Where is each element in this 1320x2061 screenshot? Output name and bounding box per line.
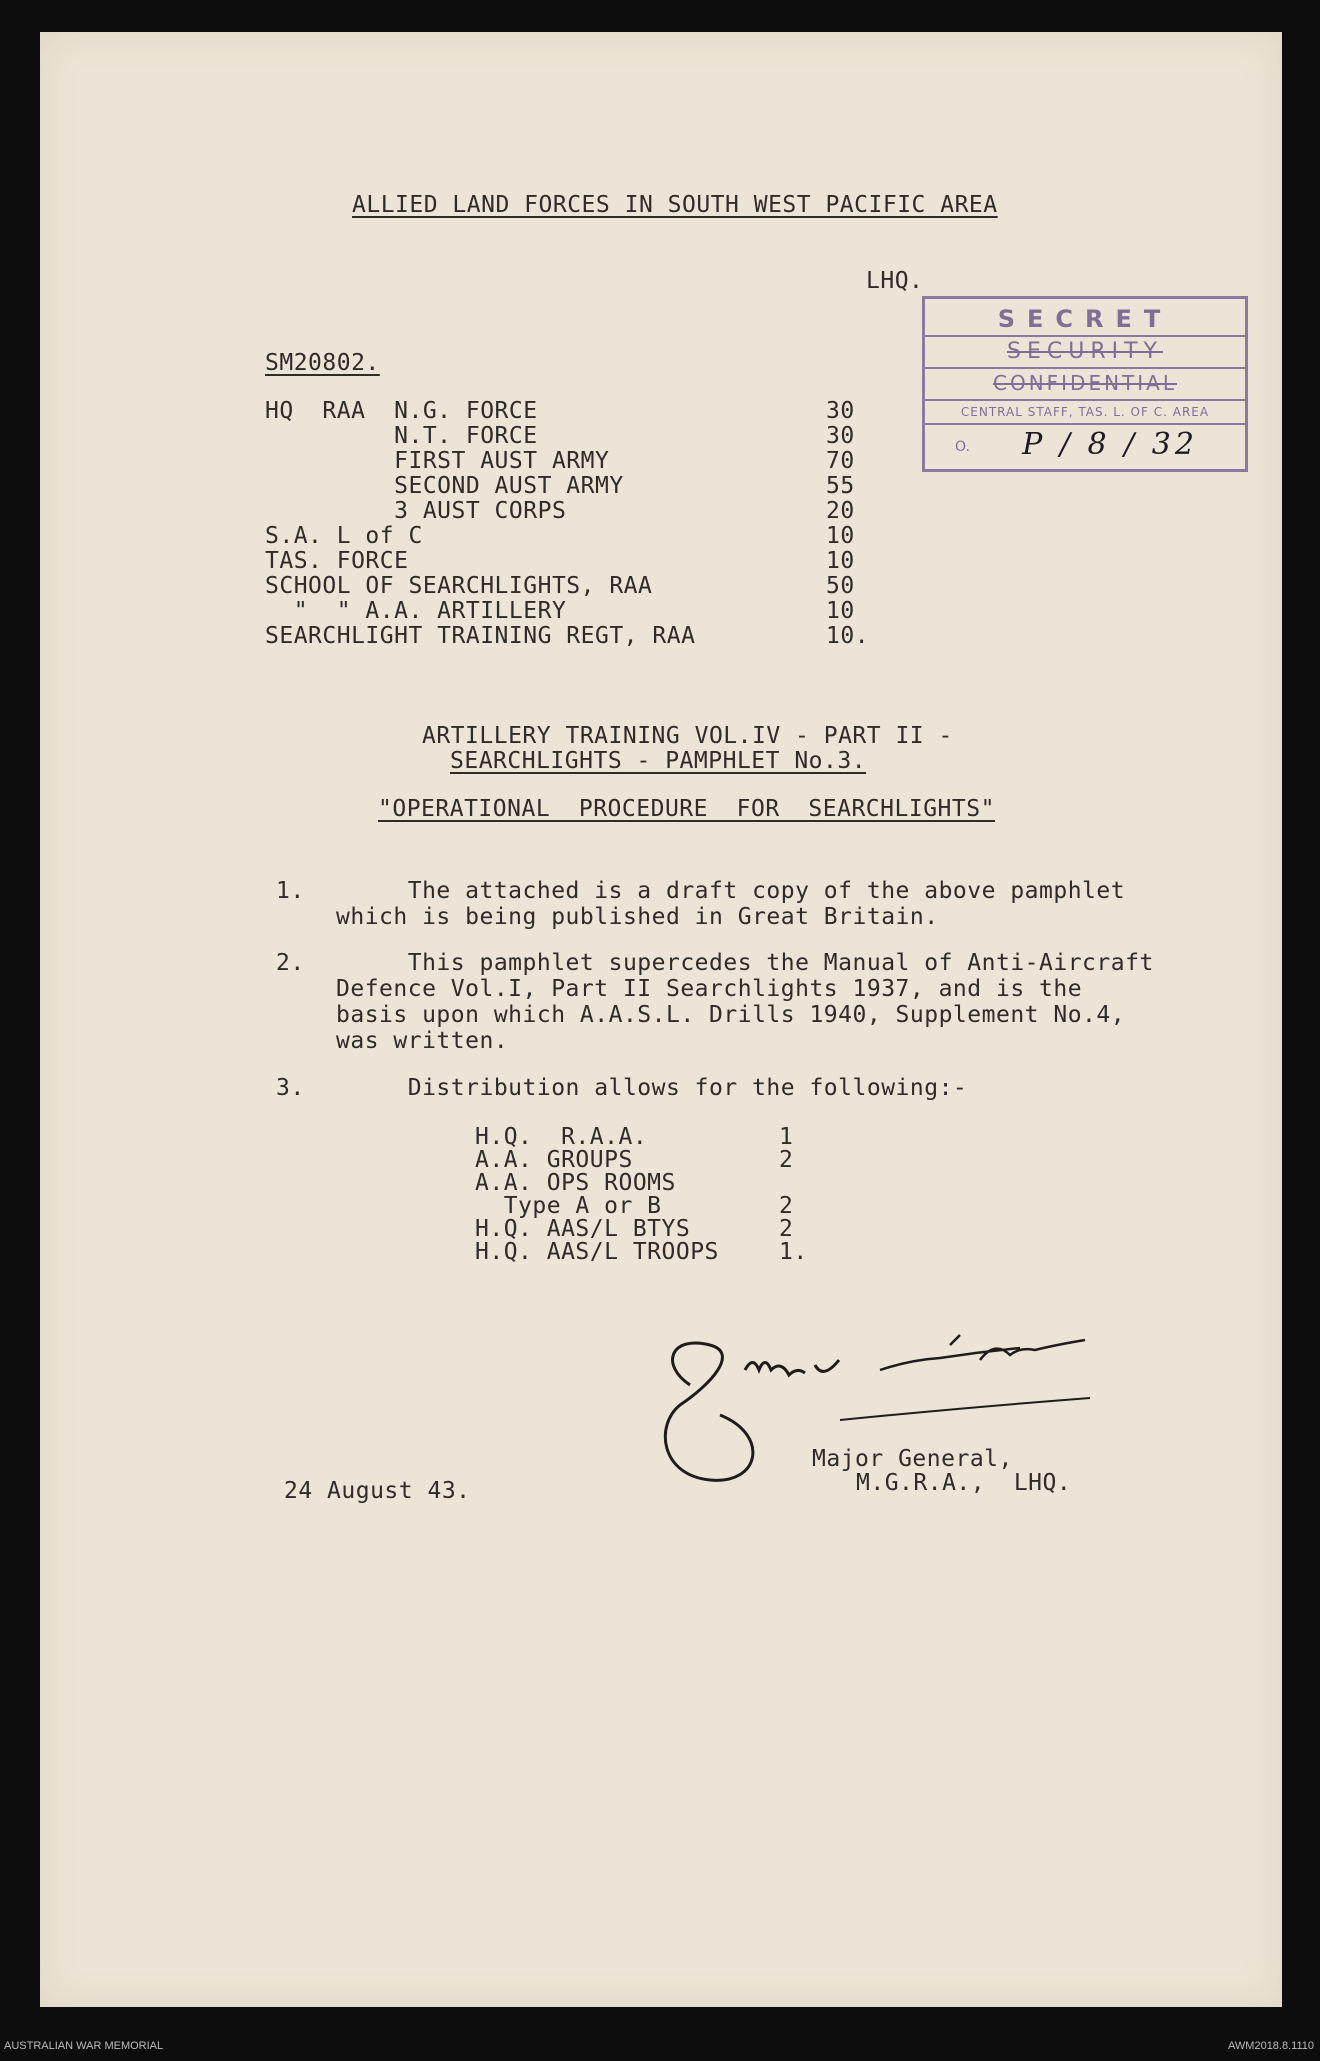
stamp-prefix: O. xyxy=(955,439,970,455)
distribution-quantity: 50 xyxy=(826,573,855,599)
document-heading: ALLIED LAND FORCES IN SOUTH WEST PACIFIC AREA xyxy=(352,192,998,218)
signatory-post: M.G.R.A., LHQ. xyxy=(856,1470,1072,1496)
subject-line-1: ARTILLERY TRAINING VOL.IV - PART II - xyxy=(422,723,953,749)
allocation-quantity: 2 xyxy=(779,1193,794,1219)
paragraph-line: which is being published in Great Britain. xyxy=(336,904,939,930)
allocation-item: H.Q. AAS/L TROOPS xyxy=(475,1239,719,1265)
subject-line-2: SEARCHLIGHTS - PAMPHLET No.3. xyxy=(450,748,867,774)
distribution-unit: TAS. FORCE xyxy=(265,548,409,574)
distribution-unit: HQ RAA N.G. FORCE xyxy=(265,398,538,424)
document-date: 24 August 43. xyxy=(284,1478,471,1504)
allocation-item: Type A or B xyxy=(475,1193,662,1219)
allocation-quantity: 2 xyxy=(779,1216,794,1242)
origin-label: LHQ. xyxy=(866,268,924,294)
allocation-quantity: 2 xyxy=(779,1147,794,1173)
distribution-unit: SEARCHLIGHT TRAINING REGT, RAA xyxy=(265,623,696,649)
paragraph-number: 3. xyxy=(276,1075,305,1101)
distribution-unit: SCHOOL OF SEARCHLIGHTS, RAA xyxy=(265,573,653,599)
allocation-quantity: 1 xyxy=(779,1124,794,1150)
allocation-item: H.Q. R.A.A. xyxy=(475,1124,648,1150)
distribution-quantity: 30 xyxy=(826,398,855,424)
paragraph-number: 1. xyxy=(276,878,305,904)
subject-title: "OPERATIONAL PROCEDURE FOR SEARCHLIGHTS" xyxy=(378,796,995,822)
distribution-quantity: 10 xyxy=(826,548,855,574)
allocation-item: H.Q. AAS/L BTYS xyxy=(475,1216,691,1242)
allocation-item: A.A. OPS ROOMS xyxy=(475,1170,676,1196)
paragraph-line: Defence Vol.I, Part II Searchlights 1937, and is the xyxy=(336,976,1083,1002)
security-stamp xyxy=(922,296,1248,472)
paragraph-line: basis upon which A.A.S.L. Drills 1940, Supplement No.4, xyxy=(336,1002,1126,1028)
signatory-rank: Major General, xyxy=(812,1446,1013,1472)
distribution-unit: S.A. L of C xyxy=(265,523,423,549)
stamp-security: SECURITY xyxy=(1007,339,1163,364)
paragraph-line: Distribution allows for the following:- xyxy=(336,1075,968,1101)
paragraph-line: This pamphlet supercedes the Manual of Anti-Aircraft xyxy=(336,950,1154,976)
stamp-secret: SECRET xyxy=(997,305,1173,333)
distribution-quantity: 20 xyxy=(826,498,855,524)
distribution-quantity: 70 xyxy=(826,448,855,474)
footer-accession-number: AWM2018.8.1110 xyxy=(1227,2040,1314,2052)
distribution-unit: FIRST AUST ARMY xyxy=(265,448,610,474)
footer-institution: AUSTRALIAN WAR MEMORIAL xyxy=(4,2040,164,2052)
stamp-reference: P / 8 / 32 xyxy=(1022,427,1198,462)
distribution-unit: SECOND AUST ARMY xyxy=(265,473,624,499)
paragraph-line: The attached is a draft copy of the above pamphlet xyxy=(336,878,1126,904)
file-reference: SM20802. xyxy=(265,350,380,376)
distribution-unit: " " A.A. ARTILLERY xyxy=(265,598,567,624)
paragraph-number: 2. xyxy=(276,950,305,976)
distribution-unit: 3 AUST CORPS xyxy=(265,498,567,524)
distribution-quantity: 55 xyxy=(826,473,855,499)
distribution-quantity: 10 xyxy=(826,598,855,624)
distribution-unit: N.T. FORCE xyxy=(265,423,538,449)
allocation-quantity: 1. xyxy=(779,1239,808,1265)
distribution-quantity: 10 xyxy=(826,523,855,549)
paragraph-line: was written. xyxy=(336,1028,509,1054)
stamp-office: CENTRAL STAFF, TAS. L. OF C. AREA xyxy=(960,405,1210,419)
stamp-confidential: CONFIDENTIAL xyxy=(992,371,1177,395)
distribution-quantity: 30 xyxy=(826,423,855,449)
allocation-item: A.A. GROUPS xyxy=(475,1147,633,1173)
distribution-quantity: 10. xyxy=(826,623,870,649)
